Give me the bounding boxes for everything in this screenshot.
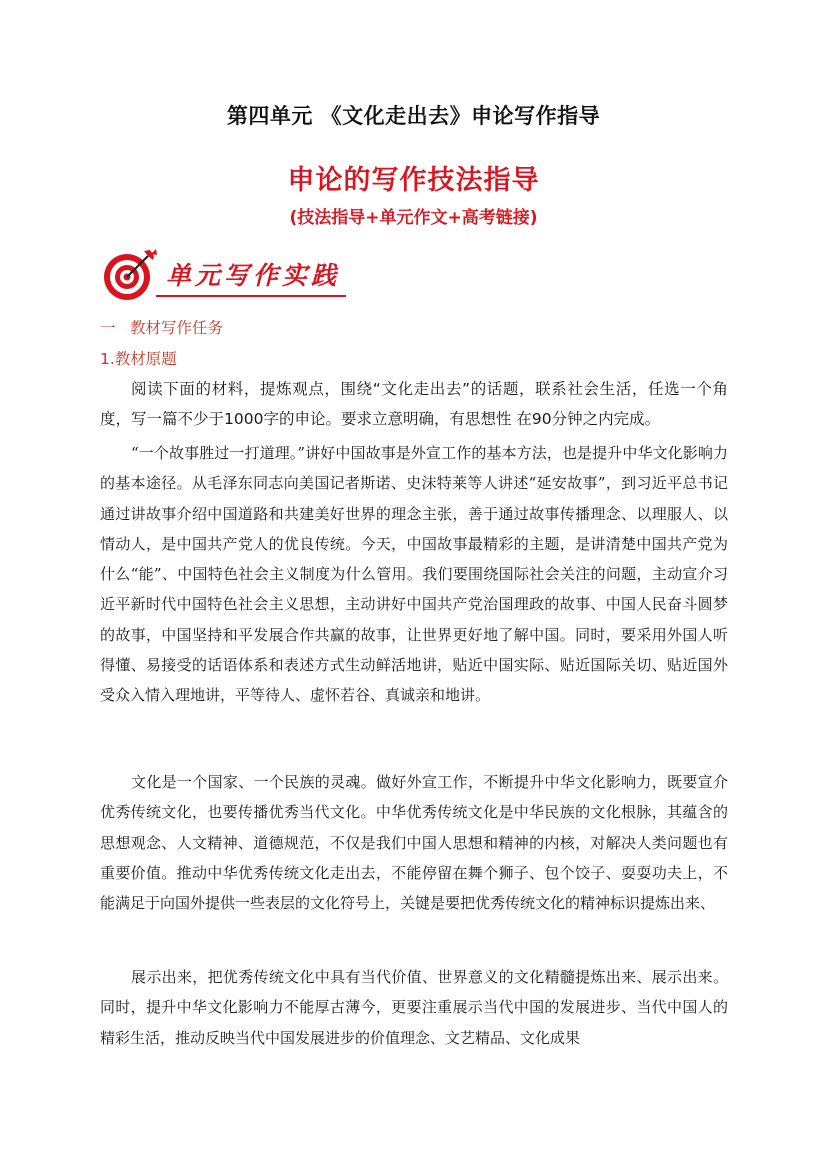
section-caption: (技法指导+单元作文+高考链接) [289,208,538,228]
material-paragraph-2: 文化是一个国家、一个民族的灵魂。做好外宣工作，不断提升中华文化影响力，既要宣介优秀传统文化，也要传播优秀当代文化。中华优秀传统文化是中华民族的文化根脉，其蕴含的思想观念、人文精神、道德规范，不仅是我们中国人思想和精神的内核，对解决人类问题也有重要价值。推动中华优秀传统文化走出去，不能停留在舞个狮子、包个饺子、耍耍功夫上，不能满足于向国外提供一些表层的文化符号上，关键是要把优秀传统文化的精神标识提炼出来、 [100,773,728,913]
instruction-paragraph: 阅读下面的材料，提炼观点，围绕“文化走出去”的话题，联系社会生活，任选一个角度，写一篇不少于1000字的申论。要求立意明确，有思想性 在90分钟之内完成。 [100,380,728,428]
section-title: 申论的写作技法指导 [287,165,540,196]
section-heading-text: 教材写作任务 [130,319,224,337]
section-heading [100,316,223,338]
section-number: 一 [100,319,116,337]
unit-practice-banner [100,247,360,303]
target-dart-icon [100,247,158,303]
subsection-heading: 1.教材原题 [100,350,177,368]
material-paragraph-3: 展示出来，把优秀传统文化中具有当代价值、世界意义的文化精髓提炼出来、展示出来。同时，提升中华文化影响力不能厚古薄今，更要注重展示当代中国的发展进步、当代中国人的精彩生活，推动反映当代中国发展进步的价值理念、文艺精品、文化成果 [100,968,728,1047]
document-title: 第四单元 《文化走出去》申论写作指导 [226,104,601,128]
banner-underline [156,295,346,297]
material-paragraph-1: “一个故事胜过一打道理。”讲好中国故事是外宣工作的基本方法，也是提升中华文化影响力的基本途径。从毛泽东同志向美国记者斯诺、史沫特莱等人讲述“延安故事”，到习近平总书记通过讲故事介绍中国道路和共建美好世界的理念主张，善于通过故事传播理念、以理服人、以情动人，是中国共产党人的优良传统。今天，中国故事最精彩的主题，是讲清楚中国共产党为什么“能”、中国特色社会主义制度为什么管用。我们要围绕国际社会关注的问题，主动宣介习近平新时代中国特色社会主义思想，主动讲好中国共产党治国理政的故事、中国人民奋斗圆梦的故事，中国坚持和平发展合作共赢的故事，让世界更好地了解中国。同时，要采用外国人听得懂、易接受的话语体系和表述方式生动鲜活地讲，贴近中国实际、贴近国际关切、贴近国外受众入情入理地讲，平等待人、虚怀若谷、真诚亲和地讲。 [100,444,728,705]
banner-label: 单元写作实践 [166,261,341,290]
